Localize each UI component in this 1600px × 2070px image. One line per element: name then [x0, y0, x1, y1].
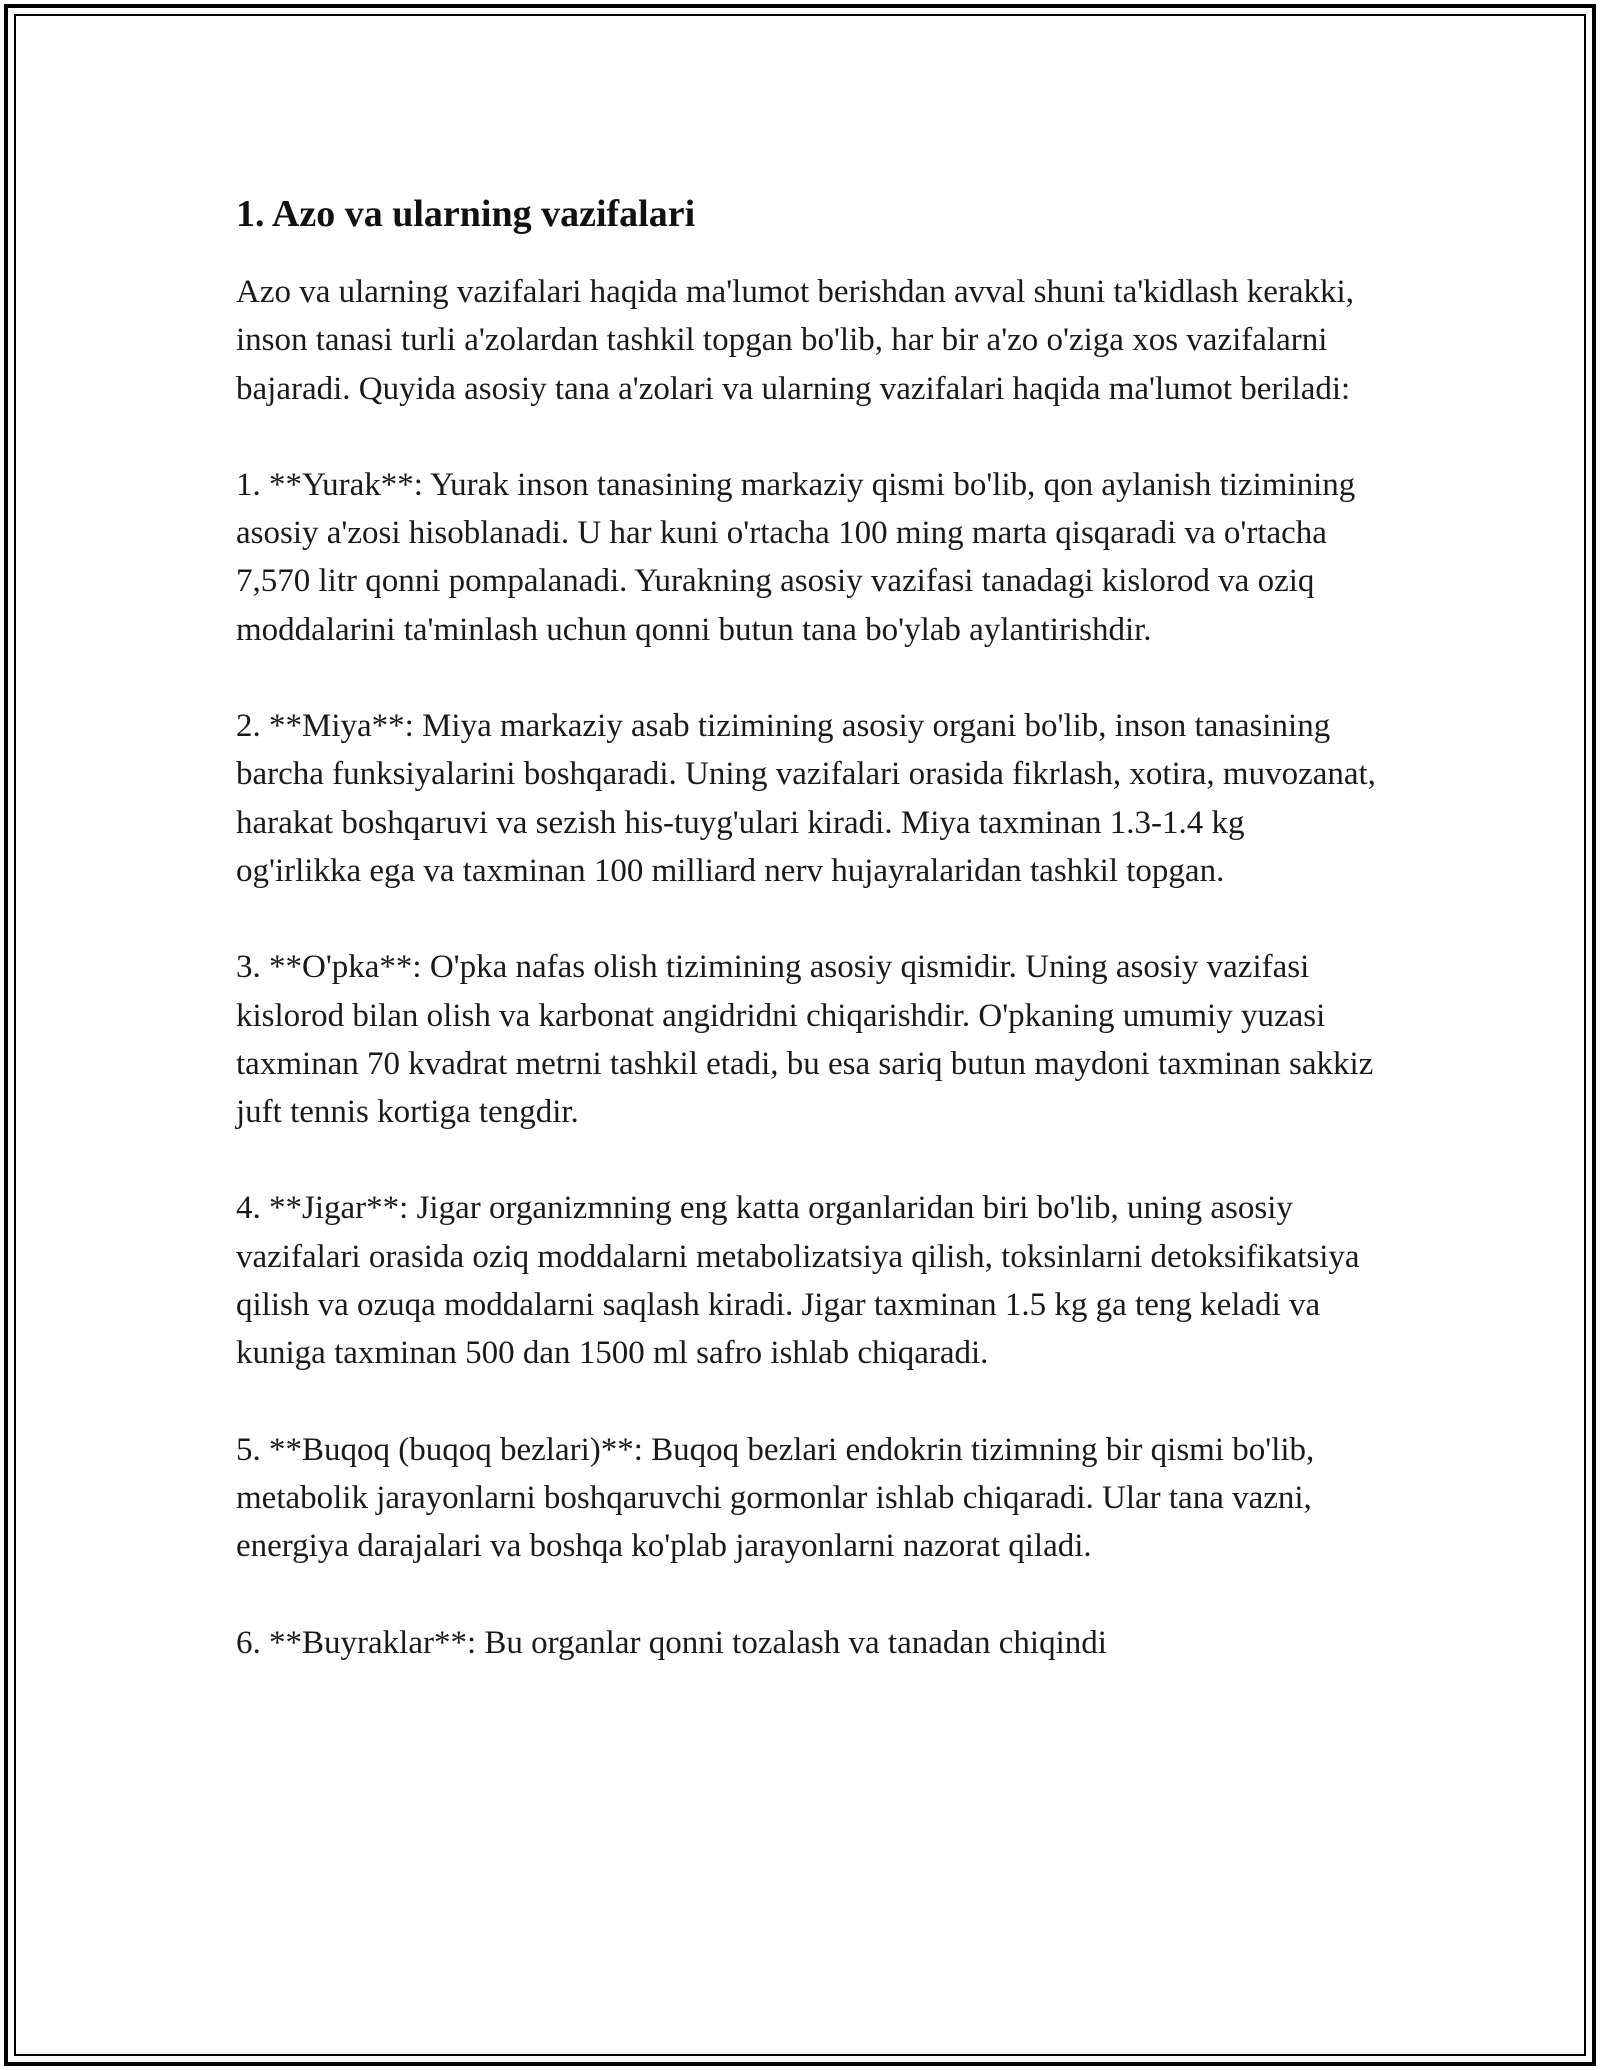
paragraph-thyroid: 5. **Buqoq (buqoq bezlari)**: Buqoq bezlari endokrin tizimning bir qismi bo'lib, metabolik jarayonlarni boshqaruvchi gormonlar ishlab chiqaradi. Ular tana vazni, energiya darajalari va boshqa ko'plab jarayonlarni nazorat qiladi.	[236, 1431, 1315, 1565]
document-title: 1. Azo va ularning vazifalari	[236, 193, 696, 235]
paragraph-lungs: 3. **O'pka**: O'pka nafas olish tizimining asosiy qismidir. Uning asosiy vazifasi kislorod bilan olish va karbonat angidridni chiqarishdir. O'pkaning umumiy yuzasi taxminan 70 kvadrat metrni tashkil etadi, bu esa sariq butun maydoni taxminan sakkiz juft tennis kortiga tengdir.	[236, 949, 1374, 1131]
paragraph-heart: 1. **Yurak**: Yurak inson tanasining markaziy qismi bo'lib, qon aylanish tizimining asosiy a'zosi hisoblanadi. U har kuni o'rtacha 100 ming marta qisqaradi va o'rtacha 7,570 litr qonni pompalanadi. Yurakning asosiy vazifasi tanadagi kislorod va oziq moddalarini ta'minlash uchun qonni butun tana bo'ylab aylantirishdir.	[236, 466, 1356, 648]
paragraph-kidneys: 6. **Buyraklar**: Bu organlar qonni tozalash va tanadan chiqindi	[236, 1624, 1107, 1661]
paragraph-liver: 4. **Jigar**: Jigar organizmning eng katta organlaridan biri bo'lib, uning asosiy vazifalari orasida oziq moddalarni metabolizatsiya qilish, toksinlarni detoksifikatsiya qilish va ozuqa moddalarni saqlash kiradi. Jigar taxminan 1.5 kg ga teng keladi va kuniga taxminan 500 dan 1500 ml safro ishlab chiqaradi.	[236, 1190, 1360, 1372]
paragraph-brain: 2. **Miya**: Miya markaziy asab tizimining asosiy organi bo'lib, inson tanasining barcha funksiyalarini boshqaradi. Uning vazifalari orasida fikrlash, xotira, muvozanat, harakat boshqaruvi va sezish his-tuyg'ulari kiradi. Miya taxminan 1.3-1.4 kg og'irlikka ega va taxminan 100 milliard nerv hujayralaridan tashkil topgan.	[236, 708, 1376, 889]
intro-paragraph: Azo va ularning vazifalari haqida ma'lumot berishdan avval shuni ta'kidlash kerakki, inson tanasi turli a'zolardan tashkil topgan bo'lib, har bir a'zo o'ziga xos vazifalarni bajaradi. Quyida asosiy tana a'zolari va ularning vazifalari haqida ma'lumot beriladi:	[236, 274, 1354, 407]
document-body	[236, 186, 1376, 1667]
